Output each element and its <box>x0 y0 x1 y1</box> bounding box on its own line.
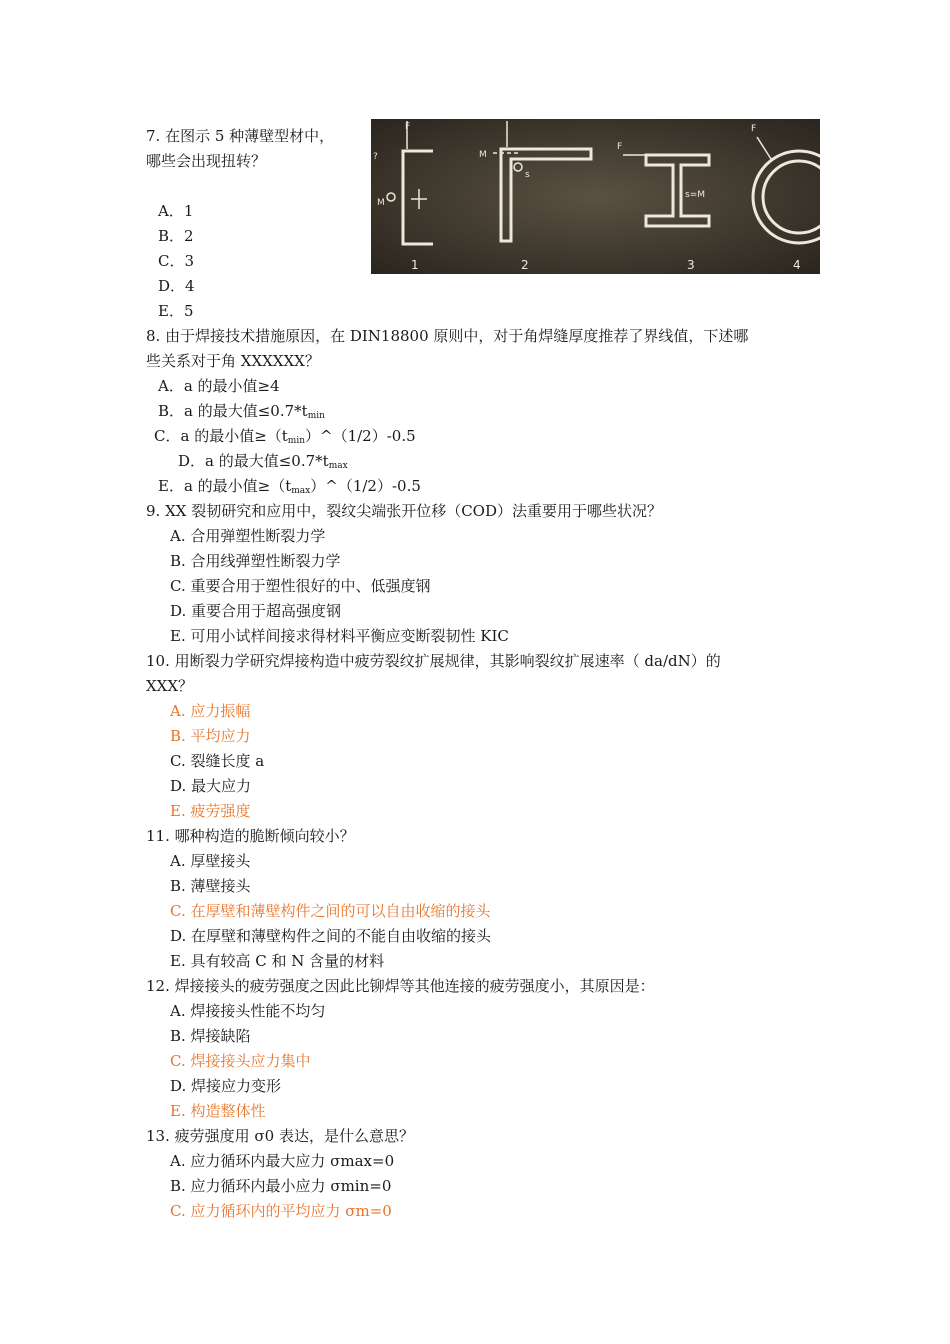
q9-option-b: B. 合用线弹塑性断裂力学 <box>170 552 341 570</box>
q8-option-e: E．a 的最小值$\ge(t_{max})\^{}(1/2)-0.5$ <box>158 477 421 496</box>
fig-label-f3: F <box>617 142 623 152</box>
q13-option-c: C. 应力循环内的平均应力 σm=0 <box>170 1202 392 1220</box>
profiles-diagram <box>371 119 820 274</box>
q10-option-e: E. 疲劳强度 <box>170 802 251 820</box>
q7-option-e: E．5 <box>158 302 194 320</box>
q10-option-b: B. 平均应力 <box>170 727 251 745</box>
q12-option-a: A. 焊接接头性能不均匀 <box>170 1002 326 1020</box>
q11-title: 11. 哪种构造的脆断倾向较小？ <box>146 827 355 845</box>
fig-label-q: ? <box>373 152 378 162</box>
q13-title: 13. 疲劳强度用 σ0 表达，是什么意思？ <box>146 1127 414 1145</box>
q10-option-d: D. 最大应力 <box>170 777 252 795</box>
q7-option-a: A．1 <box>158 202 194 220</box>
q9-option-e: E. 可用小试样间接求得材料平衡应变断裂韧性 KIC <box>170 627 509 645</box>
fig-num-4: 4 <box>793 258 801 272</box>
q11-option-d: D. 在厚壁和薄壁构件之间的不能自由收缩的接头 <box>170 927 492 945</box>
q8-option-a: A．a 的最小值≥4 <box>158 377 280 395</box>
q9-option-d: D. 重要合用于超高强度钢 <box>170 602 342 620</box>
q12-option-c: C. 焊接接头应力集中 <box>170 1052 311 1070</box>
fig-label-s2: s <box>525 170 530 180</box>
fig-num-3: 3 <box>687 258 695 272</box>
q9-title: 9. XX 裂韧研究和应用中，裂纹尖端张开位移（COD）法重要用于哪些状况？ <box>146 502 663 520</box>
q8-option-b: B．a 的最大值$\le 0.7*t_{min}$ <box>158 402 325 421</box>
q7-title-line2: 哪些会出现扭转？ <box>146 152 267 170</box>
q8-title-line1: 8. 由于焊接技术措施原因，在 DIN18800 原则中，对于角焊缝厚度推荐了界线值，下述哪 <box>146 327 749 345</box>
q10-title-line1: 10. 用断裂力学研究焊接构造中疲劳裂纹扩展规律，其影响裂纹扩展速率（ da/dN）的 <box>146 652 721 670</box>
q9-option-a: A. 合用弹塑性断裂力学 <box>170 527 326 545</box>
q11-option-e: E. 具有较高 C 和 N 含量的材料 <box>170 952 385 970</box>
q12-option-e: E. 构造整体性 <box>170 1102 266 1120</box>
fig-label-f4: F <box>751 124 757 134</box>
q13-option-a: A. 应力循环内最大应力 σmax=0 <box>170 1152 395 1170</box>
q10-title-line2: XXX？ <box>146 677 194 695</box>
q7-option-c: C．3 <box>158 252 195 270</box>
q8-option-c: C．a 的最小值$\ge(t_{min})\^{}(1/2)-0.5$ <box>154 427 416 446</box>
fig-label-sm3: s=M <box>685 190 705 200</box>
fig-num-1: 1 <box>411 258 419 272</box>
q8-option-d: D．a 的最大值$\le 0.7*t_{max}$ <box>178 452 348 471</box>
q9-option-c: C. 重要合用于塑性很好的中、低强度钢 <box>170 577 431 595</box>
q10-option-c: C. 裂缝长度 a <box>170 752 265 770</box>
q12-option-d: D. 焊接应力变形 <box>170 1077 282 1095</box>
q11-option-a: A. 厚壁接头 <box>170 852 251 870</box>
q12-option-b: B. 焊接缺陷 <box>170 1027 251 1045</box>
q10-option-a: A. 应力振幅 <box>170 702 251 720</box>
fig-label-m2: M <box>479 150 487 160</box>
q11-option-b: B. 薄壁接头 <box>170 877 251 895</box>
fig-num-2: 2 <box>521 258 529 272</box>
fig-label-f1: F <box>405 122 411 132</box>
q7-option-d: D．4 <box>158 277 195 295</box>
thin-walled-profiles-figure <box>371 119 820 274</box>
q11-option-c: C. 在厚壁和薄壁构件之间的可以自由收缩的接头 <box>170 902 491 920</box>
fig-label-m1: M <box>377 198 385 208</box>
q7-option-b: B．2 <box>158 227 194 245</box>
q13-option-b: B. 应力循环内最小应力 σmin=0 <box>170 1177 392 1195</box>
q7-title-line1: 7. 在图示 5 种薄壁型材中， <box>146 127 335 145</box>
q8-title-line2: 些关系对于角 XXXXXX？ <box>146 352 320 370</box>
q12-title: 12. 焊接接头的疲劳强度之因此比铆焊等其他连接的疲劳强度小，其原因是： <box>146 977 655 995</box>
